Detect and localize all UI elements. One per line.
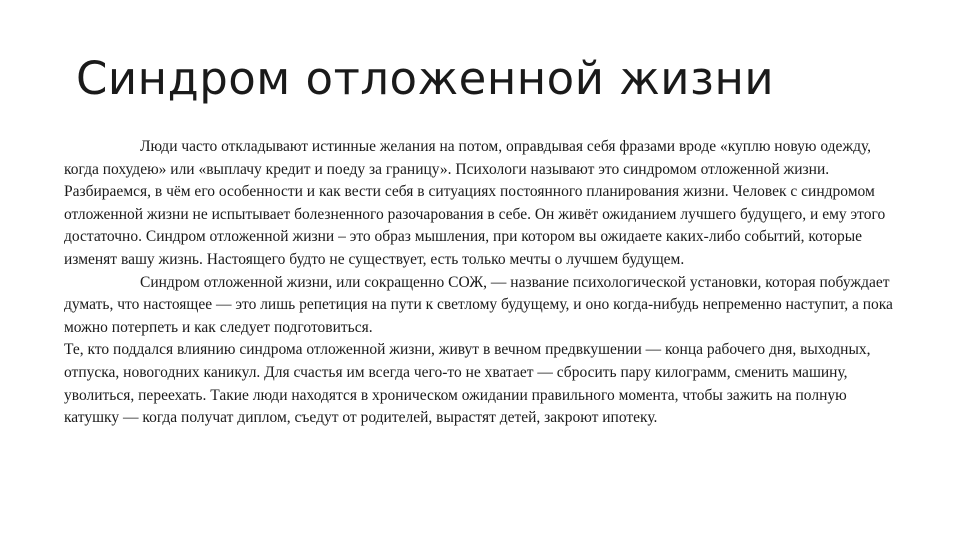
paragraph-3: Те, кто поддался влиянию синдрома отложенной жизни, живут в вечном предвкушении — конца рабочего дня, выходных, отпуска, новогодних каникул. Для счастья им всегда чего-то не хватает — сбросить пару килограмм, сменить машину, уволиться, переехать. Такие люди находятся в хроническом ожидании правильного момента, чтобы зажить на полную катушку — когда получат диплом, съедут от родителей, вырастят детей, закроют ипотеку. — [64, 341, 871, 427]
slide-body — [64, 136, 904, 430]
slide-title: Синдром отложенной жизни — [76, 52, 775, 105]
paragraph-1: Люди часто откладывают истинные желания на потом, оправдывая себя фразами вроде «куплю новую одежду, когда похудею» или «выплачу кредит и поеду за границу». Психологи называют это синдромом отложенной жизни. Разбираемся, в чём его особенности и как вести себя в ситуациях постоянного планирования жизни. Человек с синдромом отложенной жизни не испытывает болезненного разочарования в себе. Он живёт ожиданием лучшего будущего, и ему этого достаточно. Синдром отложенной жизни – это образ мышления, при котором вы ожидаете каких-либо событий, которые изменят вашу жизнь. Настоящего будто не существует, есть только мечты о лучшем будущем. — [64, 138, 886, 268]
paragraph-2: Синдром отложенной жизни, или сокращенно СОЖ, — название психологической установки, которая побуждает думать, что настоящее — это лишь репетиция на пути к светлому будущему, и оно когда-нибудь непременно наступит, а пока можно потерпеть и как следует подготовиться. — [64, 273, 893, 336]
